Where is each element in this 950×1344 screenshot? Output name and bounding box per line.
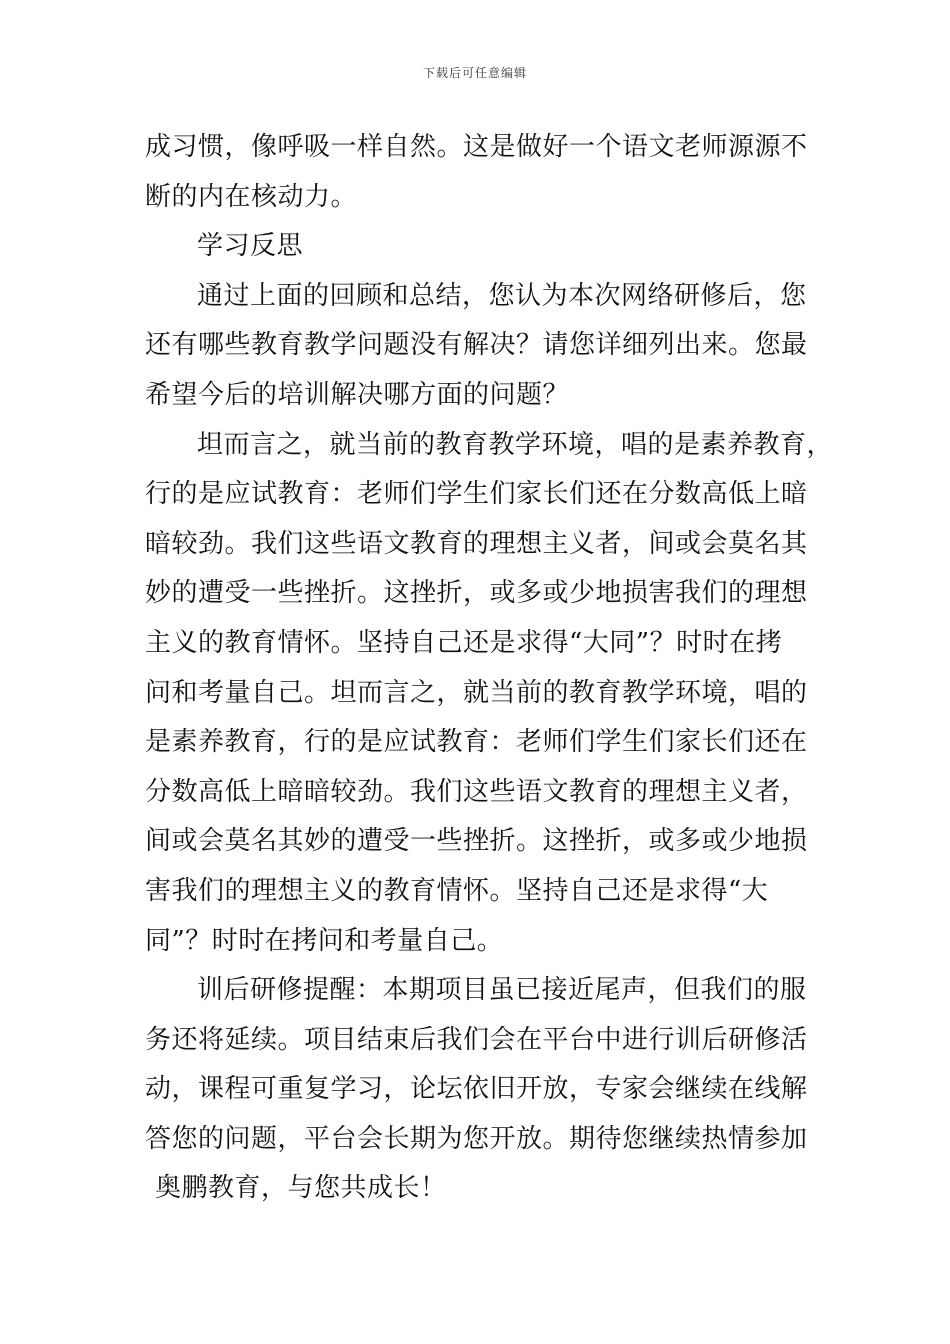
page-header-note: 下载后可任意编辑 (422, 66, 527, 80)
text-line: 希望今后的培训解决哪方面的问题？ (145, 379, 570, 410)
text-line: 间或会莫名其妙的遭受一些挫折。这挫折，或多或少地损 (145, 826, 808, 857)
text-line: 同”？时时在拷问和考量自己。 (145, 925, 504, 956)
text-line: 问和考量自己。坦而言之，就当前的教育教学环境，唱的 (145, 677, 808, 708)
document-body (145, 123, 835, 1214)
text-line: 妙的遭受一些挫折。这挫折，或多或少地损害我们的理想 (145, 578, 808, 609)
text-line: 还有哪些教育教学问题没有解决？请您详细列出来。您最 (145, 330, 808, 361)
text-line: 主义的教育情怀。坚持自己还是求得“大同”？时时在拷 (145, 627, 783, 658)
text-line: 训后研修提醒：本期项目虽已接近尾声，但我们的服 (197, 975, 807, 1006)
text-line: 是素养教育，行的是应试教育：老师们学生们家长们还在 (145, 727, 808, 758)
text-line: 行的是应试教育：老师们学生们家长们还在分数高低上暗 (145, 479, 808, 510)
text-line: 暗较劲。我们这些语文教育的理想主义者，间或会莫名其 (145, 528, 808, 559)
text-line: 奥鹏教育，与您共成长！ (155, 1173, 447, 1204)
section-heading: 学习反思 (197, 231, 304, 262)
text-line: 坦而言之，就当前的教育教学环境，唱的是素养教育， (197, 429, 834, 460)
text-line: 通过上面的回顾和总结，您认为本次网络研修后，您 (197, 280, 807, 311)
text-line: 断的内在核动力。 (145, 181, 358, 212)
text-line: 动，课程可重复学习，论坛依旧开放，专家会继续在线解 (145, 1074, 808, 1105)
text-line: 分数高低上暗暗较劲。我们这些语文教育的理想主义者， (145, 776, 808, 807)
text-line: 害我们的理想主义的教育情怀。坚持自己还是求得“大 (145, 875, 769, 906)
text-line: 务还将延续。项目结束后我们会在平台中进行训后研修活 (145, 1024, 808, 1055)
text-line: 成习惯，像呼吸一样自然。这是做好一个语文老师源源不 (145, 132, 808, 162)
text-line: 答您的问题，平台会长期为您开放。期待您继续热情参加 (145, 1123, 808, 1154)
